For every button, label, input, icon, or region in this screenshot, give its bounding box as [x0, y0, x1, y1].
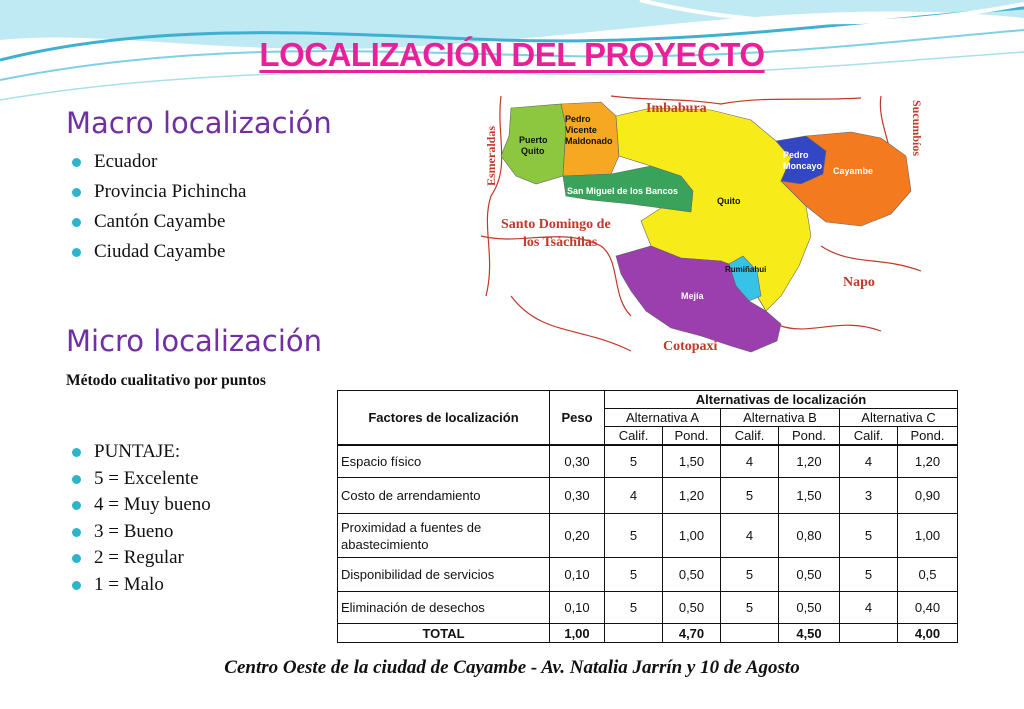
total-cell	[721, 624, 779, 643]
value-cell: 4	[840, 592, 898, 624]
value-cell: 1,20	[663, 478, 721, 514]
factor-cell: Espacio físico	[338, 445, 550, 478]
method-label: Método cualitativo por puntos	[66, 372, 266, 389]
label-santo-domingo-2: los Tsáchilas	[523, 235, 598, 250]
label-pvm-3: Maldonado	[565, 136, 613, 146]
header-calif: Calif.	[721, 427, 779, 445]
header-pond: Pond.	[779, 427, 840, 445]
total-peso: 1,00	[550, 624, 605, 643]
label-pvm-2: Vicente	[565, 125, 597, 135]
value-cell: 5	[840, 514, 898, 558]
table-row	[338, 445, 958, 478]
value-cell: 1,00	[663, 514, 721, 558]
list-item: 1 = Malo	[70, 572, 211, 599]
peso-cell: 0,10	[550, 558, 605, 592]
table-row	[338, 514, 958, 558]
label-santo-domingo-1: Santo Domingo de	[501, 217, 611, 232]
label-imbabura: Imbabura	[646, 101, 707, 116]
macro-list	[70, 147, 247, 267]
list-item: 5 = Excelente	[70, 466, 211, 493]
micro-heading: Micro localización	[66, 324, 323, 358]
label-san-miguel: San Miguel de los Bancos	[567, 186, 679, 196]
total-cell: 4,50	[779, 624, 840, 643]
total-cell	[840, 624, 898, 643]
label-puerto-quito-2: Quito	[521, 146, 545, 156]
value-cell: 5	[721, 592, 779, 624]
header-factors: Factores de localización	[338, 391, 550, 445]
header-calif: Calif.	[605, 427, 663, 445]
localization-table	[337, 390, 958, 643]
value-cell: 4	[721, 445, 779, 478]
value-cell: 5	[605, 592, 663, 624]
peso-cell: 0,30	[550, 478, 605, 514]
label-mejia: Mejía	[681, 291, 704, 301]
header-pond: Pond.	[898, 427, 958, 445]
header-alt-c: Alternativa C	[840, 409, 958, 427]
value-cell: 5	[605, 445, 663, 478]
value-cell: 1,20	[898, 445, 958, 478]
peso-cell: 0,30	[550, 445, 605, 478]
list-item: 4 = Muy bueno	[70, 492, 211, 519]
list-item: Ciudad Cayambe	[70, 237, 247, 267]
value-cell: 0,50	[779, 558, 840, 592]
value-cell: 3	[840, 478, 898, 514]
factor-cell: Disponibilidad de servicios	[338, 558, 550, 592]
value-cell: 5	[721, 558, 779, 592]
slide-title: LOCALIZACIÓN DEL PROYECTO	[259, 36, 765, 73]
value-cell: 1,00	[898, 514, 958, 558]
table-row	[338, 592, 958, 624]
total-cell: 4,00	[898, 624, 958, 643]
value-cell: 0,40	[898, 592, 958, 624]
value-cell: 0,80	[779, 514, 840, 558]
value-cell: 0,50	[779, 592, 840, 624]
table-row	[338, 558, 958, 592]
value-cell: 0,50	[663, 558, 721, 592]
label-pedro-moncayo-1: Pedro	[783, 150, 809, 160]
list-item: 3 = Bueno	[70, 519, 211, 546]
value-cell: 5	[721, 478, 779, 514]
value-cell: 1,50	[779, 478, 840, 514]
label-pvm-1: Pedro	[565, 114, 591, 124]
label-esmeraldas: Esmeraldas	[484, 126, 498, 186]
value-cell: 4	[605, 478, 663, 514]
list-item: Cantón Cayambe	[70, 207, 247, 237]
label-ruminahui: Rumiñahui	[725, 265, 767, 274]
label-quito: Quito	[717, 196, 741, 206]
label-sucumbios: Sucumbíos	[910, 100, 924, 157]
header-calif: Calif.	[840, 427, 898, 445]
header-alternatives: Alternativas de localización	[605, 391, 958, 409]
table-row	[338, 478, 958, 514]
total-cell	[605, 624, 663, 643]
value-cell: 0,50	[663, 592, 721, 624]
puntaje-list	[70, 439, 211, 598]
value-cell: 4	[721, 514, 779, 558]
peso-cell: 0,10	[550, 592, 605, 624]
header-peso: Peso	[550, 391, 605, 445]
value-cell: 1,50	[663, 445, 721, 478]
macro-heading: Macro localización	[66, 106, 332, 140]
list-item: Ecuador	[70, 147, 247, 177]
value-cell: 5	[605, 558, 663, 592]
factor-cell: Proximidad a fuentes de abastecimiento	[338, 514, 550, 558]
value-cell: 5	[840, 558, 898, 592]
header-pond: Pond.	[663, 427, 721, 445]
total-label: TOTAL	[338, 624, 550, 643]
value-cell: 0,5	[898, 558, 958, 592]
label-cotopaxi: Cotopaxi	[663, 339, 718, 354]
factor-cell: Eliminación de desechos	[338, 592, 550, 624]
table-total-row	[338, 624, 958, 643]
total-cell: 4,70	[663, 624, 721, 643]
value-cell: 5	[605, 514, 663, 558]
peso-cell: 0,20	[550, 514, 605, 558]
pichincha-map	[481, 96, 924, 358]
label-pedro-moncayo-2: Moncayo	[783, 161, 823, 171]
location-footer: Centro Oeste de la ciudad de Cayambe - Av. Natalia Jarrín y 10 de Agosto	[224, 657, 800, 678]
value-cell: 1,20	[779, 445, 840, 478]
header-alt-b: Alternativa B	[721, 409, 840, 427]
list-item: PUNTAJE:	[70, 439, 211, 466]
value-cell: 0,90	[898, 478, 958, 514]
value-cell: 4	[840, 445, 898, 478]
label-cayambe: Cayambe	[833, 166, 874, 176]
list-item: Provincia Pichincha	[70, 177, 247, 207]
list-item: 2 = Regular	[70, 545, 211, 572]
header-alt-a: Alternativa A	[605, 409, 721, 427]
factor-cell: Costo de arrendamiento	[338, 478, 550, 514]
label-napo: Napo	[843, 275, 875, 290]
label-puerto-quito-1: Puerto	[519, 135, 548, 145]
